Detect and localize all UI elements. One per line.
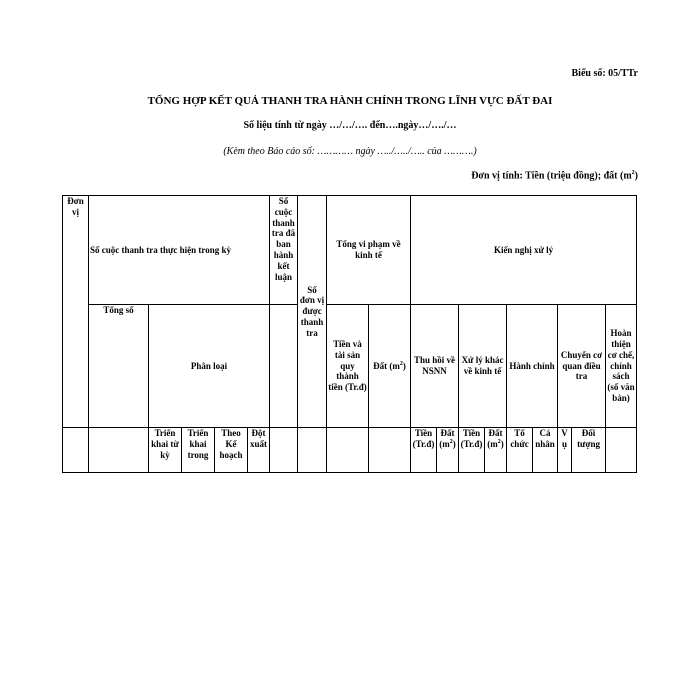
header-cell-phan-loai: Phân loại: [149, 305, 270, 428]
xu-ly-dat-label: Đất (m: [487, 428, 503, 449]
header-cell-tong-so: Tổng số: [89, 305, 149, 428]
cell-empty: [63, 428, 89, 473]
header-cell-so-cuoc-ket-luan: Số cuộc thanh tra đã ban hành kết luận: [270, 196, 298, 305]
header-cell-to-chuc: Tổ chức: [507, 428, 533, 473]
header-cell-chuyen-co-quan: Chuyển cơ quan điều tra: [558, 305, 606, 428]
dat-close: ): [402, 360, 406, 371]
header-cell-ca-nhan: Cá nhân: [533, 428, 558, 473]
dat-label: Đất (m: [373, 360, 400, 371]
header-cell-thu-hoi-tien: Tiền (Tr.đ): [411, 428, 437, 473]
header-cell-trien-khai-tu-ky: Triển khai từ kỳ: [149, 428, 182, 473]
header-cell-vu: Vụ: [558, 428, 572, 473]
header-row-3: [63, 428, 637, 473]
header-cell-thu-hoi-dat: [437, 428, 459, 473]
header-cell-xu-ly-khac: Xử lý khác về kinh tế: [459, 305, 507, 428]
thu-hoi-dat-close: ): [452, 438, 456, 449]
header-cell-empty: [270, 305, 298, 428]
header-cell-hanh-chinh: Hành chính: [507, 305, 558, 428]
thu-hoi-dat-label: Đất (m: [439, 428, 455, 449]
cell-empty: [369, 428, 411, 473]
cell-empty: [298, 428, 327, 473]
header-cell-xu-ly-tien: Tiền (Tr.đ): [459, 428, 485, 473]
header-cell-tong-vi-pham: Tổng vi phạm về kinh tế: [327, 196, 411, 305]
header-row-1: [63, 196, 637, 305]
header-cell-don-vi: Đơn vị: [63, 196, 89, 428]
xu-ly-dat-close: ): [500, 438, 504, 449]
header-cell-dat-vi-pham: [369, 305, 411, 428]
report-title: TỔNG HỢP KẾT QUẢ THANH TRA HÀNH CHÍNH TRONG LĨNH VỰC ĐẤT ĐAI: [147, 95, 553, 107]
header-cell-doi-tuong: Đối tượng: [572, 428, 606, 473]
header-cell-so-cuoc-thuc-hien: Số cuộc thanh tra thực hiện trong kỳ: [89, 196, 270, 305]
header-cell-dot-xuat: Đột xuất: [248, 428, 270, 473]
form-code: Biểu số: 05/TTr: [571, 68, 638, 79]
report-table: [62, 195, 637, 473]
cell-empty: [270, 428, 298, 473]
cell-empty: [89, 428, 149, 473]
header-cell-xu-ly-dat: [485, 428, 507, 473]
header-cell-trien-khai-trong: Triển khai trong: [182, 428, 215, 473]
unit-of-measure: [471, 170, 638, 181]
cell-empty: [327, 428, 369, 473]
dat-sup: 2: [399, 360, 403, 367]
attachment-note: (Kèm theo Báo cáo số: ………… ngày …../…../….. của ……….): [223, 146, 477, 157]
header-cell-tien-tai-san: Tiền và tài sản quy thành tiền (Tr.đ): [327, 305, 369, 428]
header-cell-theo-ke-hoach: Theo Kế hoạch: [215, 428, 248, 473]
unit-close: ): [634, 170, 638, 182]
unit-text: Đơn vị tính: Tiền (triệu đồng); đất (m: [471, 170, 632, 182]
header-cell-kien-nghi: Kiến nghị xử lý: [411, 196, 637, 305]
header-cell-so-don-vi: Số đơn vị được thanh tra: [298, 196, 327, 428]
xu-ly-dat-sup: 2: [497, 438, 501, 445]
header-cell-hoan-thien: Hoàn thiện cơ chế, chính sách (số văn bản): [606, 305, 637, 428]
report-period: Số liệu tính từ ngày …/…/…. đến….ngày…/…./…: [243, 120, 457, 131]
header-cell-thu-hoi: Thu hồi về NSNN: [411, 305, 459, 428]
cell-empty: [606, 428, 637, 473]
unit-sup: 2: [631, 170, 635, 176]
header-row-2: [63, 305, 637, 428]
thu-hoi-dat-sup: 2: [449, 438, 453, 445]
